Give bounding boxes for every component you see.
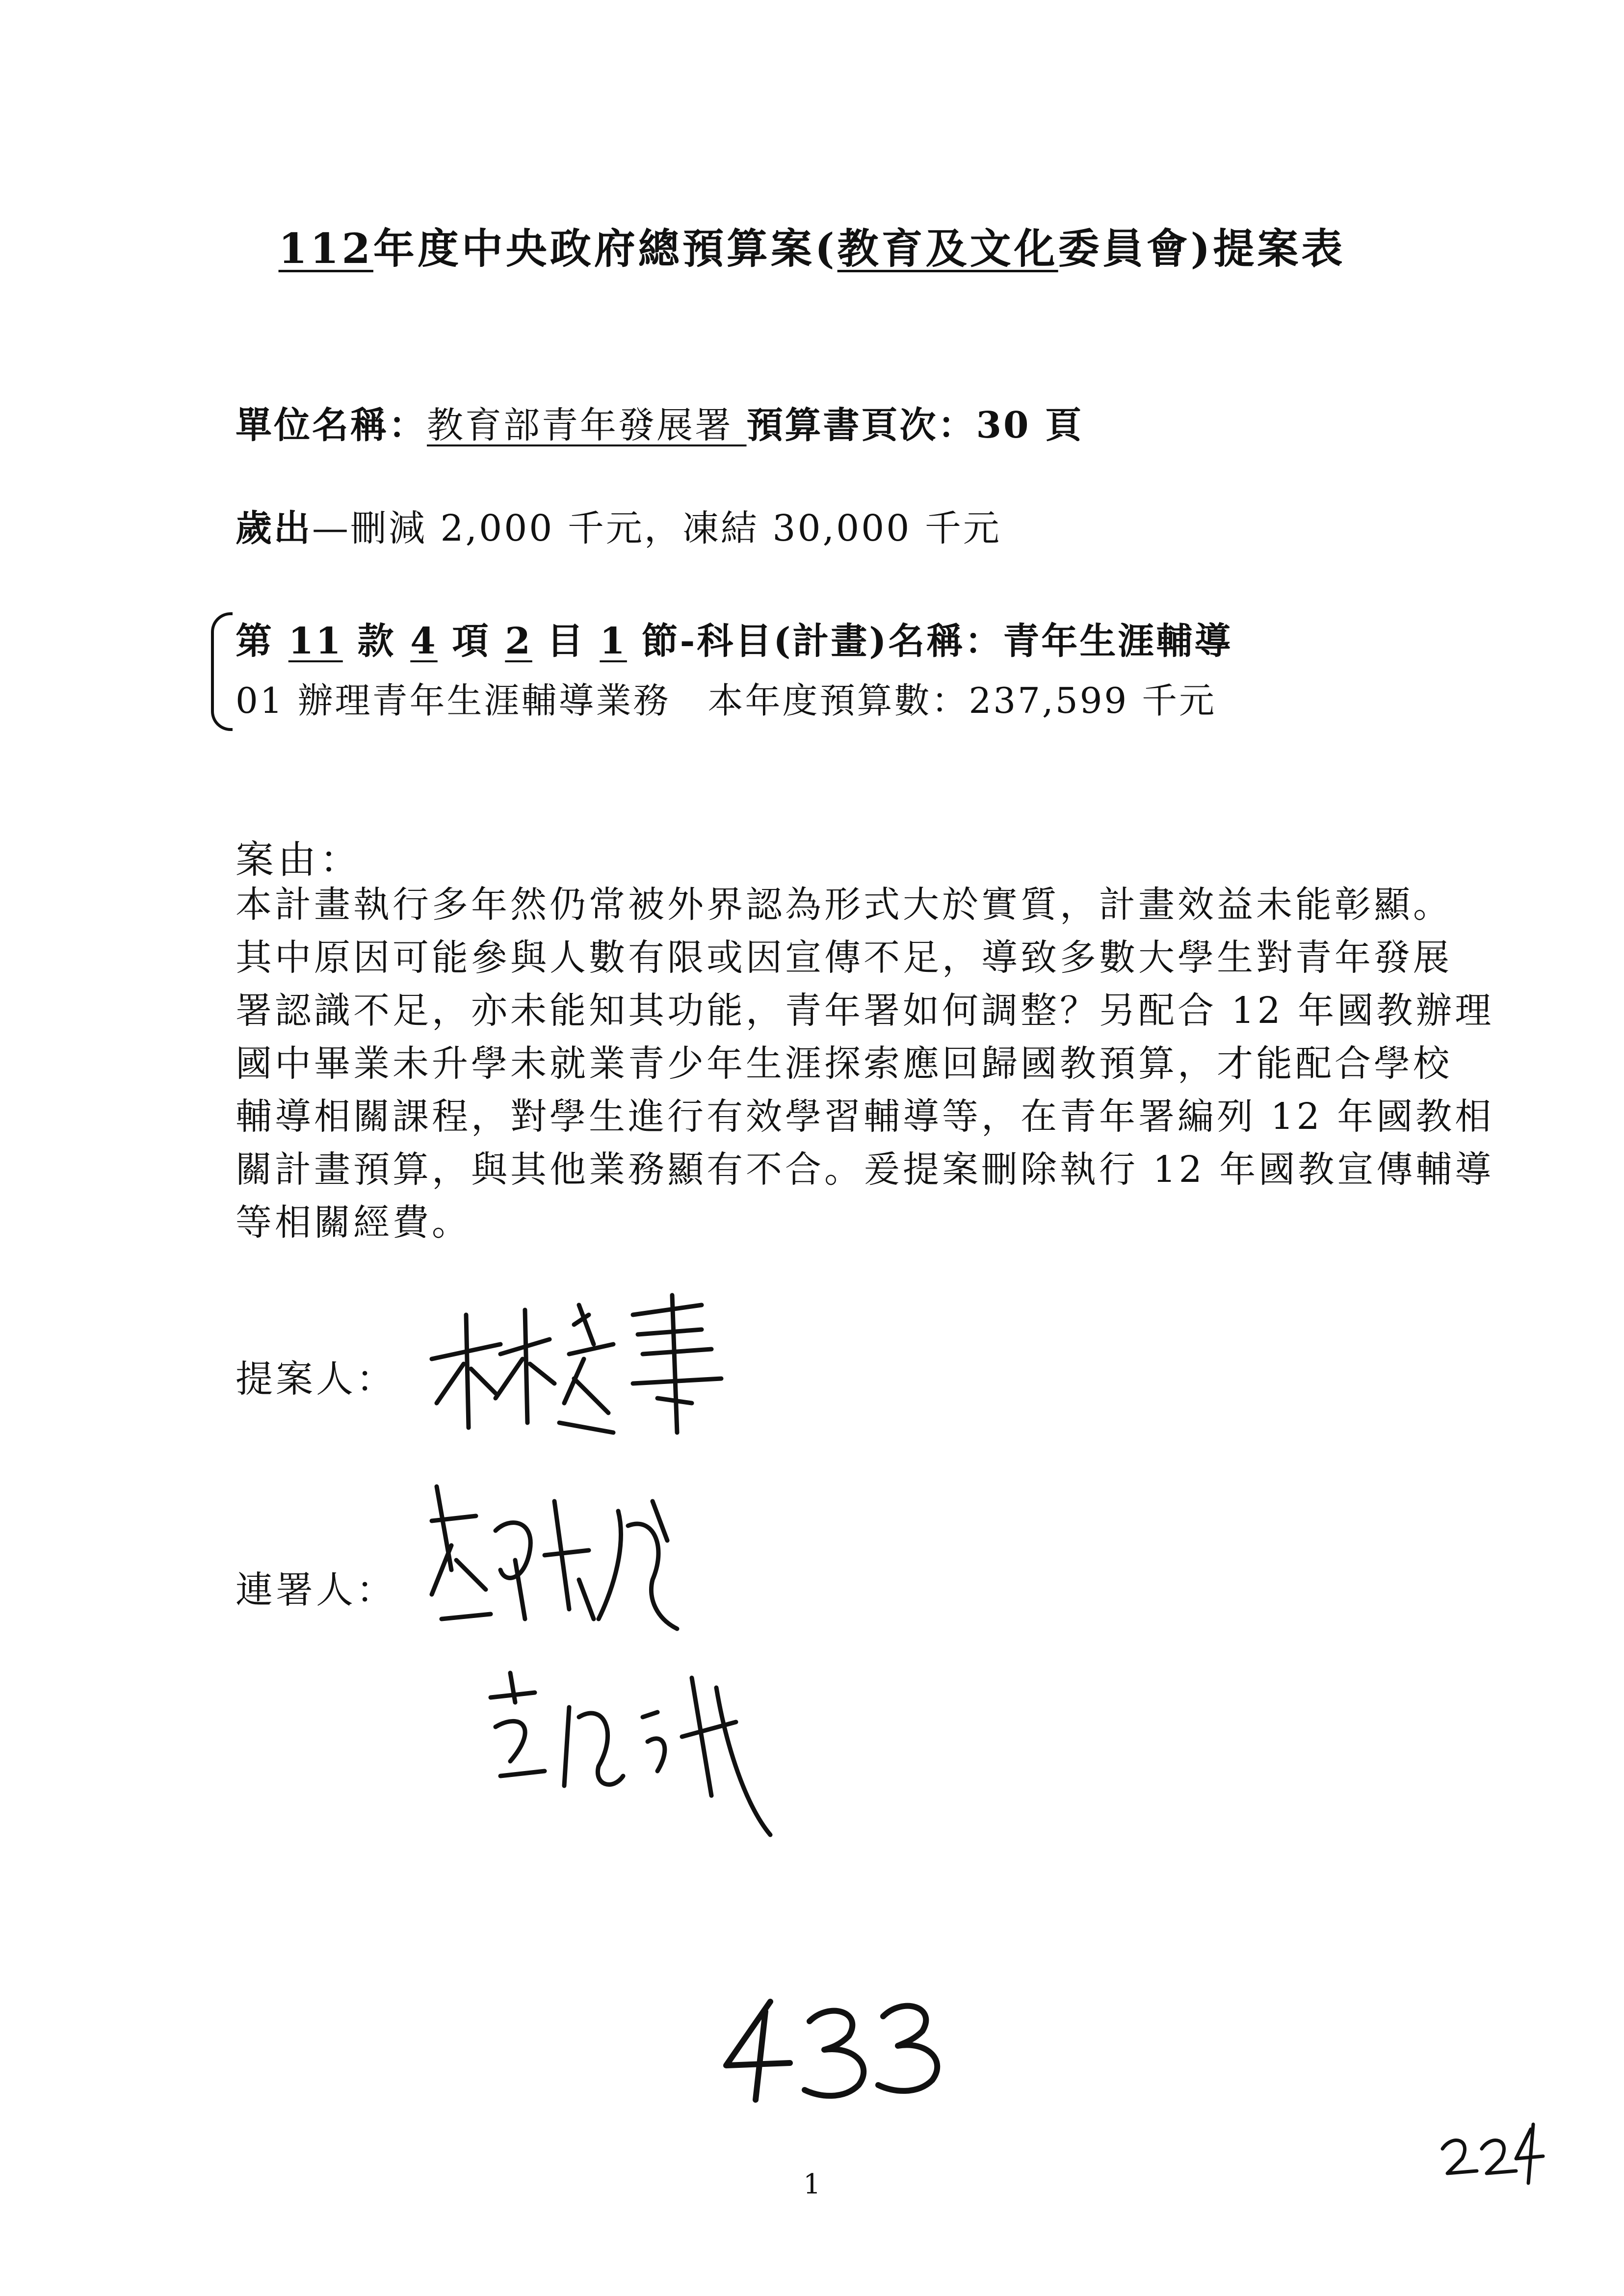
cosigner-label: 連署人： bbox=[236, 1568, 396, 1612]
reason-line: 其中原因可能參與人數有限或因宣傳不足，導致多數大學生對青年發展 bbox=[236, 937, 1452, 979]
subject-kuan: 11 bbox=[288, 620, 343, 662]
reason-label: 案由： bbox=[236, 838, 363, 882]
title-committee: 教育及文化 bbox=[837, 224, 1058, 273]
subject-xiang-suffix: 項 bbox=[437, 620, 505, 662]
unit-label: 單位名稱： bbox=[236, 404, 427, 446]
subject-prefix: 第 bbox=[236, 620, 288, 662]
unit-line bbox=[236, 396, 1083, 448]
title-part2: 委員會)提案表 bbox=[1058, 224, 1346, 273]
proposer-label: 提案人： bbox=[236, 1357, 396, 1401]
subject-jie: 1 bbox=[600, 620, 627, 662]
reason-line: 本計畫執行多年然仍常被外界認為形式大於實質，計畫效益未能彰顯。 bbox=[236, 884, 1452, 926]
expense-text: —刪減 2,000 千元，凍結 30,000 千元 bbox=[312, 507, 1001, 549]
reason-line: 等相關經費。 bbox=[236, 1201, 471, 1244]
expense-line bbox=[236, 499, 1001, 551]
subject-line-1 bbox=[236, 612, 1232, 664]
page-number: 1 bbox=[803, 2168, 821, 2200]
budget-page: 預算書頁次：30 頁 bbox=[746, 404, 1084, 446]
unit-value: 教育部青年發展署 bbox=[427, 404, 747, 446]
reason-line: 署認識不足，亦未能知其功能，青年署如何調整？另配合 12 年國教辦理 bbox=[236, 990, 1494, 1032]
proposer-signature bbox=[427, 1285, 731, 1442]
subject-xiang: 4 bbox=[410, 620, 438, 662]
reason-body bbox=[236, 878, 1494, 1249]
subject-kuan-suffix: 款 bbox=[342, 620, 411, 662]
handwritten-number-drawing bbox=[716, 1992, 952, 2105]
title-part1: 年度中央政府總預算案( bbox=[373, 224, 838, 273]
handwritten-number bbox=[716, 1992, 952, 2107]
cosigner-signature-1 bbox=[422, 1472, 697, 1648]
subject-mu: 2 bbox=[505, 620, 532, 662]
reason-line: 輔導相關課程，對學生進行有效學習輔導等，在青年署編列 12 年國教相 bbox=[236, 1096, 1494, 1138]
subject-line-2: 01 辦理青年生涯輔導業務 本年度預算數：237,599 千元 bbox=[236, 680, 1217, 721]
cosigner-signature-2 bbox=[481, 1658, 785, 1845]
title-year: 112 bbox=[278, 224, 373, 273]
subject-bracket bbox=[211, 612, 233, 731]
expense-label: 歲出 bbox=[236, 507, 312, 549]
reason-line: 關計畫預算，與其他業務顯有不合。爰提案刪除執行 12 年國教宣傳輔導 bbox=[236, 1148, 1494, 1191]
subject-jie-suffix: 節-科目(計畫)名稱：青年生涯輔導 bbox=[627, 620, 1233, 662]
document-title bbox=[0, 216, 1624, 275]
subject-mu-suffix: 目 bbox=[532, 620, 600, 662]
reason-line: 國中畢業未升學未就業青少年生涯探索應回歸國教預算，才能配合學校 bbox=[236, 1043, 1452, 1085]
